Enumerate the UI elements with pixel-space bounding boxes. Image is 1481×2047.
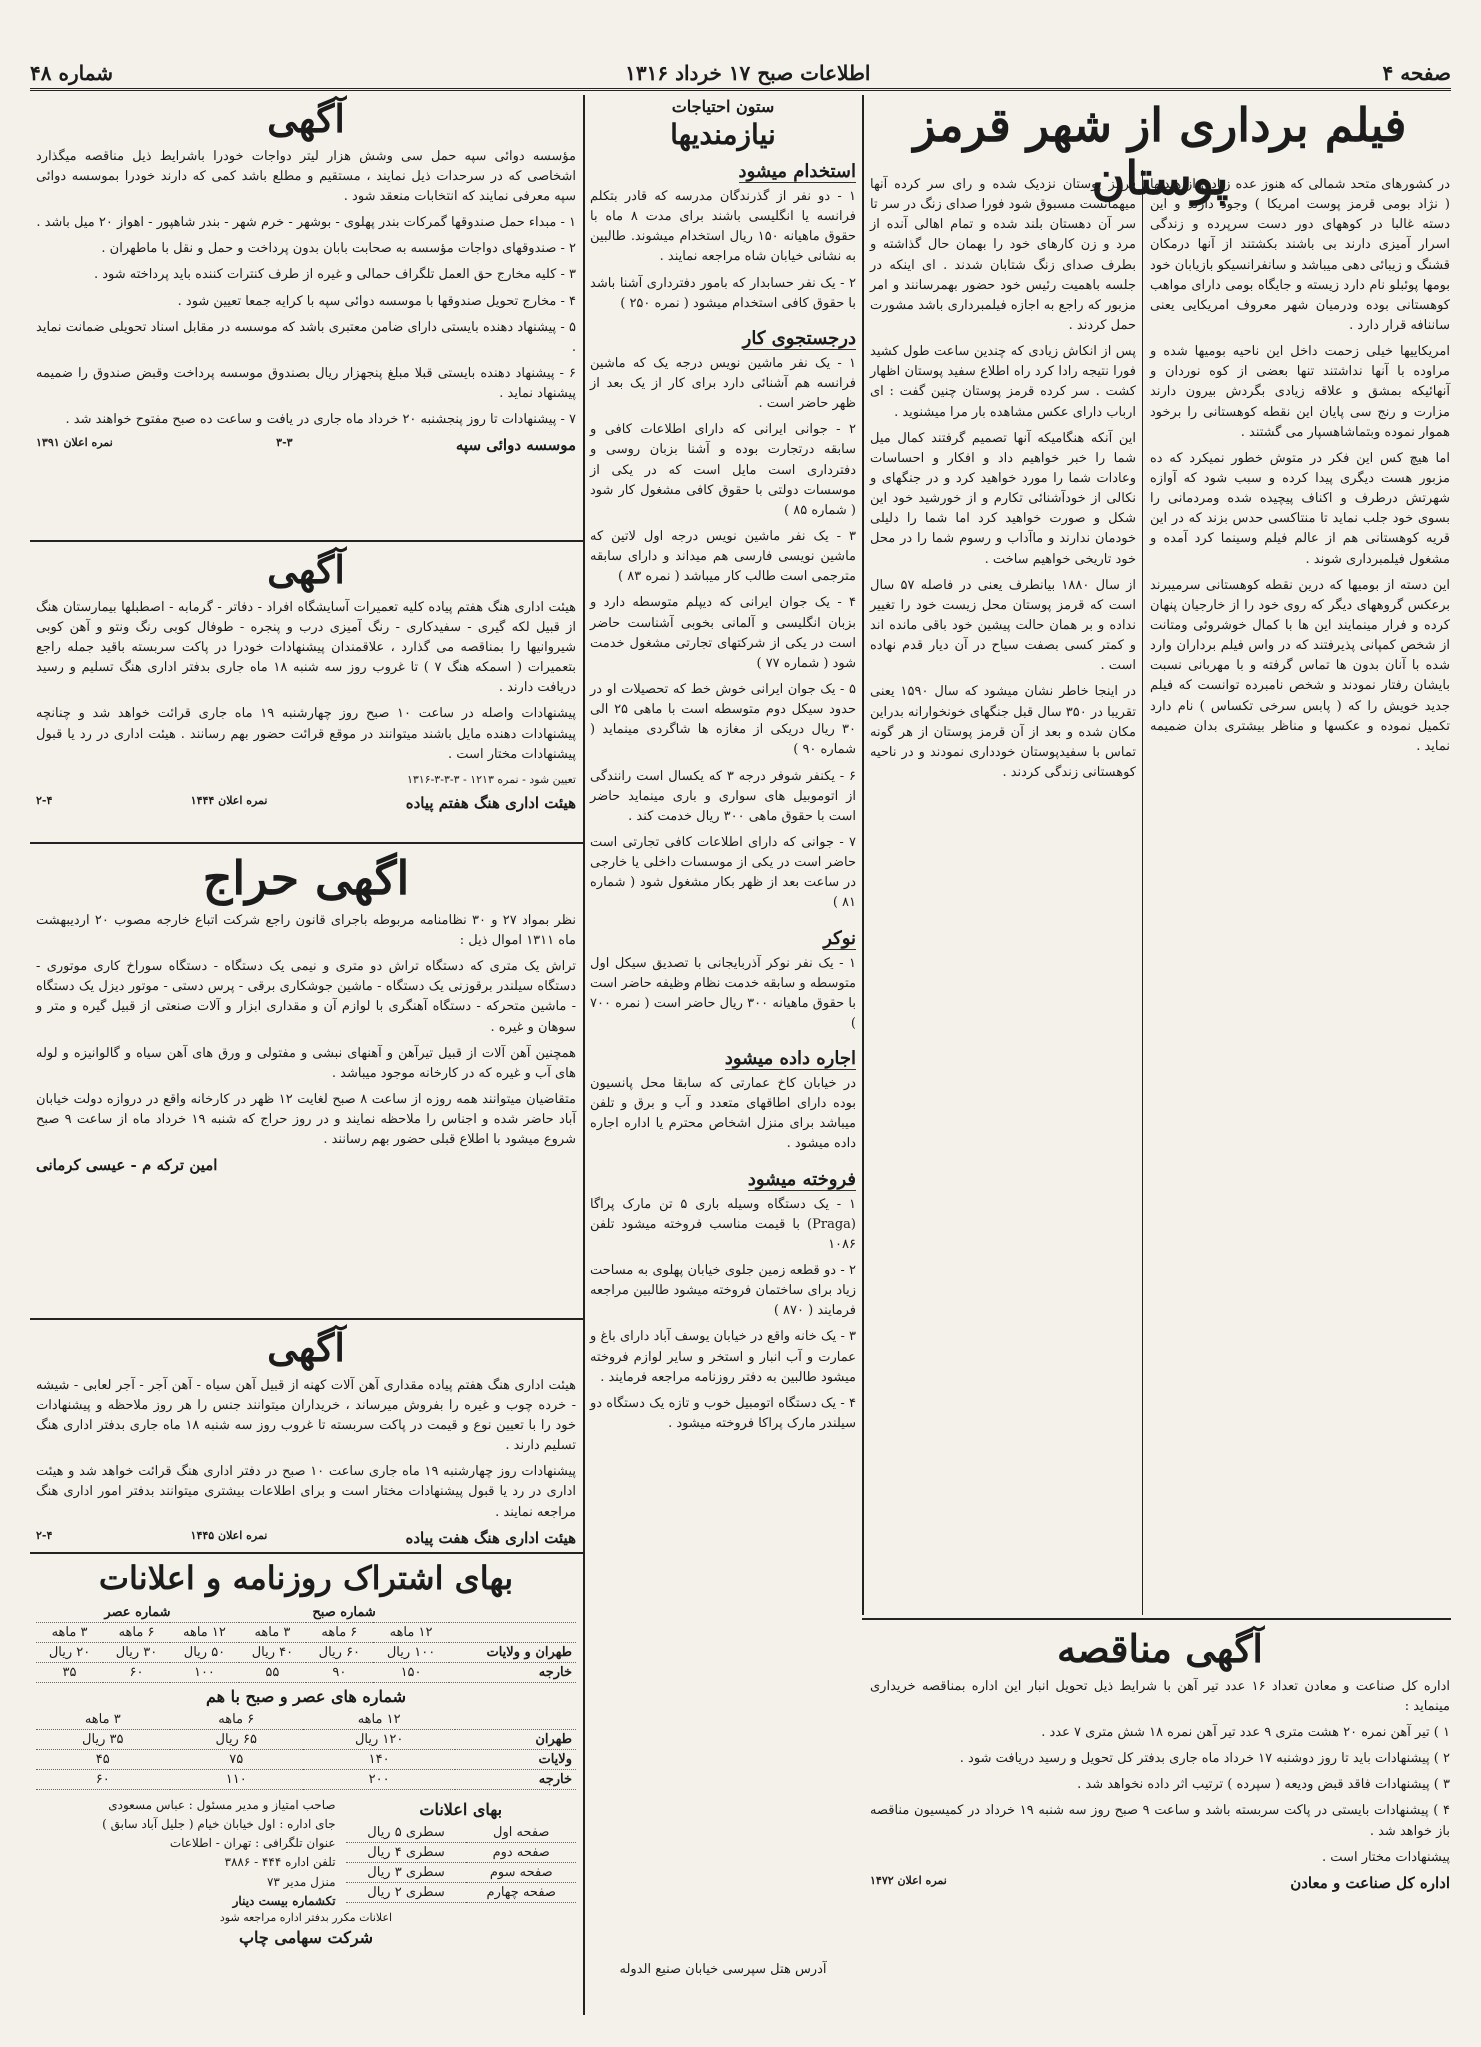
tender-signature: اداره کل صناعت و معادن [1290, 1873, 1450, 1892]
publisher-info [36, 1796, 336, 1911]
article-paragraph: قرمز پوستان نزدیک شده و رای سر کرده آنها میهمانست مسبوق شود فورا صدای زنگ در سر تا سر آن دهستان بلند شده و تمام اهالی آنده از مرد و زن کارهای خود را بهمان حال گذاشته و بطرف صدای زنگ شتابان شدند . ای اینکه در جلسه باهمیت رئیس خود حضور بهمرسانند و امر مزبور که راجع به اجازه فیلمبرداری باشد مشورت حمل کردند . [870, 177, 1136, 333]
ad-code: ۲-۴ [36, 1528, 53, 1542]
ad-item: ۷ - پیشنهادات تا روز پنجشنبه ۲۰ خرداد ماه جاری در یافت و ساعت ده صبح مفتوح خواهند شد . [65, 412, 576, 428]
classified-item: در خیابان کاخ عمارتی که سابقا محل پانسیون بوده دارای اطاقهای متعدد و آب و برق و تلفن میباشد برای منزل اشخاص محترم یا اداره اجاره داده میشود . [590, 1076, 856, 1152]
rate: ۲۰۰ [303, 1769, 455, 1789]
printer-name: شرکت سهامی چاپ [238, 1927, 374, 1947]
section-heading: اجاره داده میشود [724, 1048, 856, 1070]
ads-title: بهای اعلانات [419, 1799, 503, 1819]
classified-item: ۴ - یک دستگاه اتومبیل خوب و تازه یک دستگاه دو سیلندر مارک پراکا فروخته میشود . [590, 1395, 856, 1432]
tender-signature-row [870, 1874, 1450, 1892]
ad-paragraph: همچنین آهن آلات از قبیل تیرآهن و آهنهای نبشی و مفتولی و ورق های آهن سیاه و گالوانیزه و لوله های آب و غیره که در کارخانه موجود میباشد . [36, 1045, 576, 1081]
classified-item: ۱ - یک نفر نوکر آذربایجانی با تصدیق سیکل اول متوسطه و سابقه خدمت نظام وظیفه حاضر است با حقوق ماهیانه ۳۰۰ ریال حاضر است ( نمره ۷۰۰ ) [590, 955, 856, 1031]
tender-ad [870, 1625, 1450, 2015]
tender-intro: اداره کل صناعت و معادن تعداد ۱۶ عدد تیر آهن با شرایط ذیل تحویل انبار این اداره بمناقصه خریداری مینماید : [870, 1678, 1450, 1714]
ad-signature: هیئت اداری هنگ هفت پیاده [405, 1528, 576, 1547]
tender-item: ۱ ) تیر آهن نمره ۲۰ هشت متری ۹ عدد تیر آهن نمره ۱۸ شش متری ۷ عدد . [1041, 1724, 1450, 1740]
tender-item: پیشنهادات مختار است . [1322, 1849, 1450, 1865]
rate: ۱۲۰ ریال [303, 1729, 455, 1749]
classified-item: ۲ - یک نفر حسابدار که بامور دفترداری آشنا باشد با حقوق کافی استخدام میشود ( نمره ۲۵۰ ) [590, 275, 856, 311]
phone: تلفن اداره ۴۴۴ - ۳۸۸۶ [224, 1855, 336, 1870]
article-paragraph: اما هیچ کس این فکر در متوش خطور نمیکرد که ده مزبور هست دیگری پیدا کرده و سبب شود که آوازه شهرتش درطرف و اکناف پیچیده شده ومردمانی را بسوی خود جلب نماید تا منتاکسی حدس بزند که در این قریه کوهستانی هم از عالم فیلم وسینما کرد آمده و مشغول فیلمبرداری شوند . [1150, 450, 1450, 567]
classifieds-title: نیازمندیها [670, 118, 776, 151]
ad-notice-no: نمره اعلان ۱۴۴۵ [190, 1528, 268, 1542]
ad-paragraph: پیشنهادات واصله در ساعت ۱۰ صبح روز چهارشنبه ۱۹ ماه جاری قرائت خواهد شد و چنانچه پیشنهادات دهنده مایل باشند میتوانند در موقع قرائت حضور بهم رسانند . هیئت اداری در رد یا قبول پیشنهادات مختار است . [36, 706, 577, 762]
both-editions-label: شماره های عصر و صبح با هم [205, 1686, 407, 1706]
ad-page: صفحه چهارم [466, 1882, 576, 1902]
article-column-right [1150, 175, 1450, 1613]
classified-item: ۷ - جوانی که دارای اطلاعات کافی تجارتی است حاضر است در یکی از موسسات داخلی یا خارجی در ساعت بعد از ظهر بکار مشغول شود ( شماره ۸۱ ) [590, 834, 856, 911]
ad-sepah [36, 95, 576, 535]
section-rule [30, 1552, 583, 1554]
period: ۱۲ ماهه [303, 1710, 455, 1730]
ad-page: صفحه سوم [466, 1862, 576, 1882]
rates-title: بهای اشتراک روزنامه و اعلانات [98, 1559, 514, 1597]
ad-page: صفحه اول [466, 1823, 576, 1843]
ad-notice-line: تعیین شود - نمره ۱۲۱۳ - ۳-۳-۳-۱۳۱۶ [406, 772, 576, 786]
rate: ۹۰ [306, 1662, 373, 1682]
classified-item: ۱ - دو نفر از گذرندگان مدرسه که قادر بتکلم فرانسه یا انگلیسی باشند برای مدت ۸ ماه با حقوق ماهیانه ۱۵۰ ریال استخدام میشوند. طالبین به نشانی خیابان شاه مراجعه نمایند . [590, 189, 856, 265]
ad-paragraph: هیئت اداری هنگ هفتم پیاده کلیه تعمیرات آسایشگاه افراد - دفاتر - گرمابه - اصطبلها بیمارستان هنگ از قبیل لکه گیری - سفیدکاری - رنگ آمیزی درب و پنجره - طوفال کوبی رنگ ونتو و آهن کوبی شیروانیها را بمناقصه می گذارد ، علاقمندان پیشنهادات خودرا در پاکت سربسته باقید جمله راجع بتعمیرات ( اسمکه هنگ ۷ ) تا غروب روز سه شنبه ۱۸ ماه جاری بدفتر اداری هنگ تسلیم و رسید دریافت دارند . [36, 599, 577, 696]
period: ۶ ماهه [103, 1622, 170, 1642]
ad-code: ۳-۳ [276, 436, 293, 450]
ad-paragraph: متقاضیان میتوانند همه روزه از ساعت ۸ صبح لغایت ۱۲ ظهر در کارخانه واقع در دروازه دولت خیابان آباد حاضر شده و اجناس را ملاحظه نمایند و در روز حراج که شنبه ۱۹ خرداد ماه از ساعت ۹ صبح شروع میشود با اطلاع قبلی حضور بهم رسانند . [36, 1092, 576, 1148]
section-heading: نوکر [823, 927, 856, 949]
rate: ۱۵۰ [373, 1662, 449, 1682]
ad-item: ۴ - مخارج تحویل صندوقها با موسسه دوائی سپه با کرایه جمعا تعیین شود . [177, 293, 576, 309]
article-header [870, 95, 1450, 205]
rate: ۴۰ ریال [239, 1642, 306, 1662]
region: طهران [455, 1729, 576, 1749]
classified-item: ۴ - یک جوان ایرانی که دیپلم متوسطه دارد و بزبان انگلیسی و آلمانی بخوبی آشناست حاضر است در یکی از شرکتهای تجارتی مشغول خدمت شود ( شماره ۷۷ ) [590, 595, 856, 671]
single-copy-price: تکشماره بیست دینار [232, 1893, 336, 1908]
ad-title: اگهی حراج [202, 851, 410, 905]
period: ۳ ماهه [36, 1622, 103, 1642]
ad-page: صفحه دوم [466, 1842, 576, 1862]
address: جای اداره : اول خیابان خیام ( جلیل آباد سابق ) [102, 1816, 336, 1831]
ad-signature-row [36, 794, 576, 812]
ad-signature: هیئت اداری هنگ هفتم پیاده [405, 793, 576, 812]
ad-rates [346, 1796, 576, 1911]
classified-item: ۲ - جوانی ایرانی که دارای اطلاعات کافی و سابقه درتجارت بوده و آشنا بزبان روسی و دفترداری است مایل است که در یکی از موسسات دولتی با حقوق کافی مشغول کار شود ( شماره ۸۵ ) [590, 422, 856, 518]
period: ۶ ماهه [306, 1622, 373, 1642]
article-paragraph: پس از انکاش زیادی که چندین ساعت طول کشید فورا نتیجه رادا کرد راه اطلاع سفید پوستان اظهار کشت . سر کرده قرمز پوستان چنین گفت : ای ارباب دارای عکس مشاهده بار مرا میشنوید . [870, 344, 1136, 420]
period: ۱۲ ماهه [373, 1622, 449, 1642]
classified-item: ۳ - یک نفر ماشین نویس درجه اول لاتین که ماشین نویسی فارسی هم میداند و دارای سابقه مترجمی است طالب کار میباشد ( نمره ۸۳ ) [590, 528, 856, 585]
rate: ۶۰ ریال [306, 1642, 373, 1662]
rate: ۷۵ [170, 1749, 303, 1769]
ad-signature-row [36, 1529, 576, 1547]
section-rule [30, 842, 583, 844]
rate: ۶۰ [36, 1769, 170, 1789]
ad-paragraph: پیشنهادات روز چهارشنبه ۱۹ ماه جاری ساعت ۱۰ صبح در دفتر اداری هنگ قرائت خواهد شد و هیئت اداری در رد یا قبول پیشنهادات مختار است و برای اطلاعات بیشتری میتوانند بدفتر امور اداری هنگ مراجعه نمایند . [36, 1464, 577, 1520]
masthead [30, 58, 1451, 91]
classified-item: ۶ - یکنفر شوفر درجه ۳ که یکسال است رانندگی از اتوموبیل های سواری و باری مینماید حاضر است با حقوق ماهی ۳۰۰ ریال خدمت کند . [590, 768, 857, 824]
evening-label: شماره عصر [36, 1603, 239, 1623]
page-number: صفحه ۴ [1382, 61, 1451, 85]
tender-notice-no: نمره اعلان ۱۴۷۲ [870, 1873, 947, 1887]
tender-title: آگهی مناقصه [1057, 1626, 1263, 1671]
classified-item: ۵ - یک جوان ایرانی خوش خط که تحصیلات او در حدود سیکل دوم متوسطه است با ماهی ۲۵ الی ۳۰ ریال دریکی از مغازه ها شاگردی مینماید ( شماره ۹۰ ) [590, 681, 857, 758]
ad-title: آگهی [267, 96, 345, 141]
rate: ۵۰ ریال [170, 1642, 239, 1662]
ad-item: ۳ - کلیه مخارج حق العمل تلگراف حمالی و غیره از طرف کنترات کننده باید پرداخته شود . [93, 267, 576, 283]
telegraph: عنوان تلگرافی : تهران - اطلاعات [169, 1836, 336, 1851]
ad-price: سطری ۵ ریال [346, 1823, 467, 1843]
morning-label: شماره صبح [239, 1603, 449, 1623]
ad-intro: مؤسسه دوائی سپه حمل سی وشش هزار لیتر دواجات خودرا باشرایط ذیل مناقصه میگذارد اشخاصی که در سرحدات ذیل نمایند ، مستقیم و مطلع باشد کمی که دارند خودرا بموسسه دوائی سپه معرفی نمایند که انتخابات منعقد شود . [36, 148, 576, 204]
article-paragraph: این دسته از بومیها که درین نقطه کوهستانی سرمیبرند برعکس گروههای دیگر که روی خود را از خارجیان پنهان کرده و فرار مینمایند این ها با کمال خوشروئی ومتانت از شخص کمپانی پذیرفتند که در واس فیلم برداران وارد شده با آنان بدون ها تماس گرفته و با مهربانی نسبت بایشان رفتار نمودند و شخص نامبرده توانست که فیلم جدید خویش را که ( پابس سرخی تکساس ) نام دارد تکمیل نموده و عکسها و مناظر بیشتری بدان ضمیمه نماید . [1150, 577, 1450, 754]
issue-number: شماره ۴۸ [30, 61, 114, 85]
classifieds-footer-text: آدرس هتل سپرسی خیابان صنیع الدوله [619, 1962, 827, 1977]
period: ۶ ماهه [170, 1710, 303, 1730]
ad-notice-no: نمره اعلان ۱۴۴۴ [190, 793, 268, 807]
rate: ۱۱۰ [170, 1769, 303, 1789]
ad-title: آگهی [267, 547, 345, 592]
region: خارجه [449, 1662, 576, 1682]
ad-signature: امین ترکه م - عیسی کرمانی [36, 1156, 218, 1175]
ad-rates-table [346, 1823, 576, 1903]
ad-signature-row [36, 1156, 576, 1174]
tender-item: ۴ ) پیشنهادات بایستی در پاکت سربسته باشد و ساعت ۹ صبح روز سه شنبه ۱۹ خرداد در کمیسیون مناقصه باز خواهد شد . [870, 1803, 1450, 1839]
ad-auction [36, 848, 576, 1314]
section-rule [30, 540, 583, 542]
ad-item: ۲ - صندوقهای دواجات مؤسسه به صحابت بابان بدون پرداخت و حمل و نقل با ماطهران . [101, 241, 576, 257]
ad-code: ۲-۴ [36, 793, 53, 807]
section-heading: فروخته میشود [747, 1168, 856, 1190]
ad-signature-row [36, 436, 576, 454]
column-rule [862, 95, 864, 1615]
rates-table-both [36, 1710, 576, 1790]
article-paragraph: امریکاییها خیلی زحمت داخل این ناحیه بومیها شده و مراوده با آنها نداشتند تنها بعضی از کوه نوردان و آنهائیکه بمشق و علاقه زیادی بگردش بیرون دارند مزارت و رنج سی پایان این نقطه کوهستانی را برخود هموار نموده وبتماشاهسپار می گشتند . [1150, 344, 1450, 440]
rates-footer [36, 1796, 576, 1911]
rate: ۲۰ ریال [36, 1642, 103, 1662]
ad-item: ۵ - پیشنهاد دهنده بایستی دارای ضامن معتبری باشد که موسسه در مقابل اسناد تحویلی ضمانت نماید . [36, 319, 576, 355]
region: طهران و ولایات [449, 1642, 576, 1662]
rate: ۴۵ [36, 1749, 170, 1769]
ad-signature: موسسه دوائی سپه [455, 436, 576, 455]
ad-price: سطری ۳ ریال [346, 1862, 467, 1882]
rate: ۳۰ ریال [103, 1642, 170, 1662]
classified-item: ۲ - دو قطعه زمین جلوی خیابان پهلوی به مساحت زیاد برای ساختمان فروخته میشود طالبین مراجعه فرمایند ( ۸۷۰ ) [590, 1263, 856, 1319]
ad-notice-no: نمره اعلان ۱۳۹۱ [36, 436, 113, 450]
ad-item: ۱ - مبداء حمل صندوقها گمرکات بندر پهلوی - بوشهر - خرم شهر - بندر شاهپور - اهواز ۲۰ میل باشد . [36, 215, 576, 231]
home-phone: منزل مدیر ۷۳ [266, 1874, 336, 1889]
ad-regiment-repairs [36, 546, 576, 838]
region: خارجه [455, 1769, 576, 1789]
column-rule [583, 95, 585, 2015]
ad-paragraph: نظر بمواد ۲۷ و ۳۰ نظامنامه مربوطه باجرای قانون راجع شرکت اتباع خارجه مصوب ۲۰ اردیبهشت ماه ۱۳۱۱ اموال ذیل : [36, 912, 576, 949]
article-title: فیلم برداری از شهر قرمز پوستان [913, 98, 1407, 205]
article-column-left [870, 175, 1136, 1613]
classified-item: ۱ - یک دستگاه وسیله باری ۵ تن مارک پراگا (Praga) با قیمت مناسب فروخته میشود تلفن ۱۰۸۶ [590, 1196, 856, 1252]
section-heading: درجستجوی کار [742, 327, 856, 349]
period: ۱۲ ماهه [170, 1622, 239, 1642]
article-paragraph: در کشورهای متحد شمالی که هنوز عده زیادی از هندیها ( نژاد بومی قرمز پوست امریکا ) وجود دارند و این دسته غالبا در کوههای دور دست سرپرده و زندگی اسرار آمیزی دارند بی باشند بکشتند از آنها درمکان قشنگ و زیبائی دهی میباشد و سانفرانسیکو بازیابان خود بومها پوئبلو نام دارد زیسته و جایگاه بومی دارای مواهب کوهستانی بوده ودرمیان شهر معروف امریکایی یعنی ساننافه قرار دارد . [1150, 177, 1450, 333]
rates-note: اعلانات مکرر بدفتر اداره مراجعه شود [219, 1910, 393, 1924]
rate: ۳۵ ریال [36, 1729, 170, 1749]
period: ۳ ماهه [239, 1622, 306, 1642]
rate: ۶۵ ریال [170, 1729, 303, 1749]
tender-item: ۳ ) پیشنهادات فاقد قبض ودیعه ( سپرده ) ترتیب اثر داده نخواهد شد . [1077, 1777, 1450, 1793]
ad-price: سطری ۴ ریال [346, 1842, 467, 1862]
article-paragraph: این آنکه هنگامیکه آنها تصمیم گرفتند کمال میل شما را خبر خواهیم داد و افکار و احساسات وعادات شما را مورد خواهید کرد و در جنگهای و نکالی از خودآشنائی تکارم و از خورشید خود این شکل و صورت خواهید کرد اما شما را دلیلی خودمان ندارند و ماآداب و رسوم شما را در محل خود تاریخی خواهیم ساخت . [870, 430, 1136, 567]
classifieds-column [590, 95, 856, 1610]
rate: ۶۰ [103, 1662, 170, 1682]
classified-item: ۱ - یک نفر ماشین نویس درجه یک که ماشین فرانسه هم آشنائی دارد برای کار از یک بعد از ظهر حاضر است . [590, 355, 856, 412]
ad-price: سطری ۲ ریال [346, 1882, 467, 1902]
classified-item: ۳ - یک خانه واقع در خیابان یوسف آباد دارای باغ و عمارت و آب انبار و استخر و سایر لوازم فروخته میشود طالبین به دفتر روزنامه مراجعه فرمایند . [590, 1329, 856, 1385]
article-paragraph: در اینجا خاطر نشان میشود که سال ۱۵۹۰ یعنی تقریبا در ۳۵۰ سال قبل جنگهای خونخوارانه بدراین مکان شده و بعد از آن قرمز پوستان از هر گونه تماس با سفیدپوستان خودداری نمودند و در ناحیه کوهستانی زندگی کردند . [870, 684, 1137, 780]
owner: صاحب امتیاز و مدیر مسئول : عباس مسعودی [108, 1797, 336, 1812]
rate: ۱۰۰ ریال [373, 1642, 449, 1662]
ad-paragraph: هیئت اداری هنگ هفتم پیاده مقداری آهن آلات کهنه از قبیل آهن سیاه - آهن آجر - آجر لعابی - شیشه - خرده چوب و غیره را بفروش میرساند ، خریداران میتوانند جنس را هر روز ملاحظه و پیشنهادات خود را با تعیین نوع و قیمت در پاکت سربسته تا غروب روز سه شنبه ۱۸ ماه جاری بدفتر اداری هنگ تسلیم دارند . [36, 1377, 576, 1454]
ad-paragraph: تراش یک متری که دستگاه تراش دو متری و نیمی یک دستگاه - دستگاه سوراخ کاری موتوری - دستگاه سیلندر برقوزنی یک دستگاه - ماشین جوشکاری برقی - پرس دستی - موتور دیزل یک دستگاه - ماشین متحرکه - دستگاه آهنگری با لوازم آن و مقداری ابزار و آلات صنعتی از قبیل گیره و متر و سوهان و غیره . [36, 959, 576, 1035]
section-heading: استخدام میشود [738, 161, 856, 182]
rates-table-single [36, 1603, 576, 1683]
column-rule [1142, 170, 1143, 1615]
tender-item: ۲ ) پیشنهادات باید تا روز دوشنبه ۱۷ خرداد ماه جاری بدفتر کل تحویل و رسید دریافت شود . [959, 1751, 1450, 1767]
section-rule [30, 1318, 583, 1320]
ad-scrap-sale [36, 1324, 576, 1548]
period: ۳ ماهه [36, 1710, 170, 1730]
rate: ۱۴۰ [303, 1749, 455, 1769]
rate: ۵۵ [239, 1662, 306, 1682]
ad-item: ۶ - پیشنهاد دهنده بایستی قبلا مبلغ پنجهزار ریال بصندوق موسسه پرداخت وقبض صندوق را ضمیمه پیشنهاد نماید . [36, 365, 576, 402]
region: ولایات [455, 1749, 576, 1769]
rate: ۱۰۰ [170, 1662, 239, 1682]
section-rule [862, 1618, 1451, 1620]
paper-date: اطلاعات صبح ۱۷ خرداد ۱۳۱۶ [625, 61, 871, 85]
classifieds-kicker: ستون احتیاجات [671, 97, 775, 116]
article-paragraph: از سال ۱۸۸۰ بیانطرف یعنی در فاصله ۵۷ سال است که قرمز پوستان محل زیست خود را تغییر نداده و بر همان حالت پیشین خود باقی مانده اند و کمتر کسی بصفت سیاح در آن دیار قدم نهاده است . [870, 577, 1137, 674]
subscription-rates [36, 1558, 576, 2013]
classifieds-footer [590, 1960, 856, 2010]
rate: ۳۵ [36, 1662, 103, 1682]
ad-title: آگهی [267, 1325, 345, 1370]
